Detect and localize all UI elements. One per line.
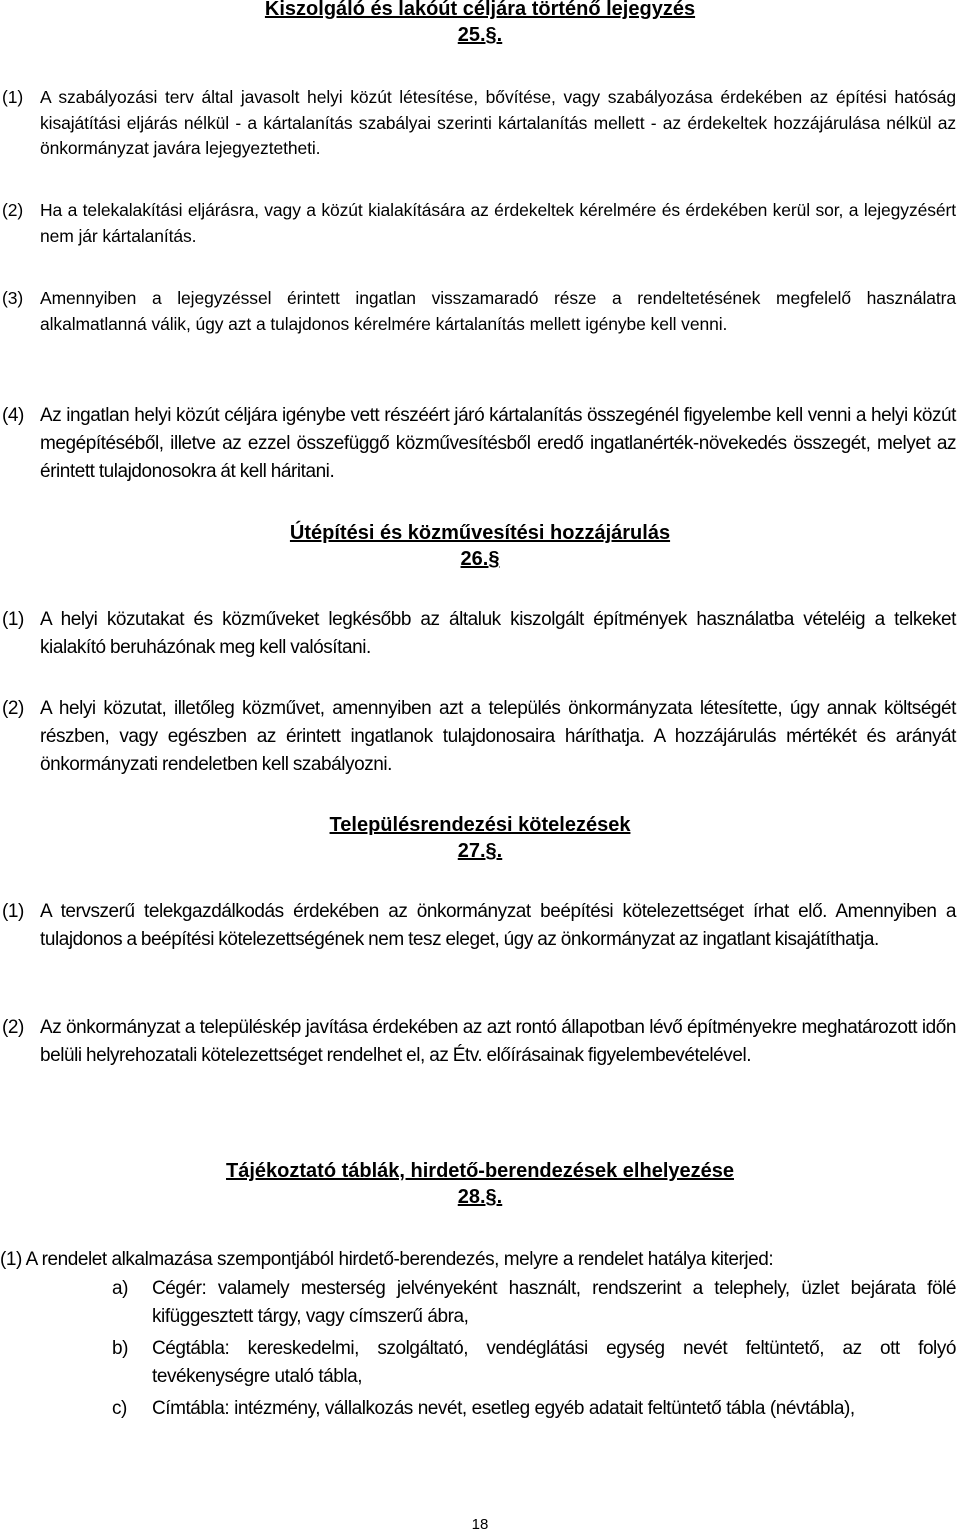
- paragraph-text: A helyi közutakat és közműveket legkésőbb az általuk kiszolgált építmények használatba vételéig a telkeket kialakító beruházónak meg kell valósítani.: [40, 609, 956, 658]
- list-item-label: a): [112, 1278, 128, 1299]
- list-item-text: Cégér: valamely mesterség jelvényeként használt, rendszerint a telephely, üzlet bejárata fölé kifüggesztett tárgy, vagy címszerű ábra,: [152, 1278, 956, 1327]
- paragraph-number: (2): [2, 200, 24, 220]
- section-heading-25: [0, 0, 960, 48]
- paragraph-number: (4): [2, 405, 24, 426]
- paragraph-26-2: [2, 695, 956, 779]
- paragraph-number: (1): [2, 609, 24, 630]
- paragraph-text: A szabályozási terv által javasolt helyi közút létesítése, bővítése, vagy szabályozása érdekében az építési hatóság kisajátítási eljárás nélkül - a kártalanítás szabályai szerinti kártalanítás mellett - az érdekeltek hozzájárulása nélkül az önkormányzat javára lejegyeztetheti.: [40, 87, 956, 158]
- paragraph-27-1: [2, 898, 956, 954]
- paragraph-number: (2): [2, 1017, 24, 1038]
- paragraph-text: Az ingatlan helyi közút céljára igénybe vett részéért járó kártalanítás összegénél figyelembe kell venni a helyi közút megépítéséből, illetve az ezzel összefüggő közművesítésből eredő ingatlanérték-növekedés összegét, melyet az érintett tulajdonosokra át kell háritani.: [40, 405, 956, 482]
- list-item-text: Címtábla: intézmény, vállalkozás nevét, esetleg egyéb adatait feltüntető tábla (névtábla),: [152, 1398, 855, 1419]
- paragraph-26-1: [2, 606, 956, 662]
- paragraph-text: A helyi közutat, illetőleg közművet, amennyiben azt a település önkormányzata létesítette, úgy annak költségét részben, vagy egészben az érintett ingatlanok tulajdonosaira háríthatja. A hozzájárulás mértékét és arányát önkormányzati rendeletben kell szabályozni.: [40, 698, 956, 775]
- list-item: [112, 1395, 956, 1423]
- paragraph-25-3: [2, 286, 956, 337]
- section-number: 27.§.: [457, 840, 503, 862]
- page-number: 18: [471, 1516, 489, 1533]
- paragraph-25-4: [2, 402, 956, 486]
- list-item: [112, 1335, 956, 1391]
- list-item-text: Cégtábla: kereskedelmi, szolgáltató, vendéglátási egység nevét feltüntető, az ott folyó tevékenységre utaló tábla,: [152, 1338, 956, 1387]
- section-title: Tájékoztató táblák, hirdető-berendezések elhelyezése: [226, 1160, 734, 1182]
- paragraph-number: (3): [2, 288, 24, 308]
- section-28-intro: (1) A rendelet alkalmazása szempontjából hirdető-berendezés, melyre a rendelet hatálya kiterjed:: [0, 1249, 774, 1270]
- paragraph-25-1: [2, 85, 956, 162]
- section-title: Településrendezési kötelezések: [329, 814, 631, 836]
- list-item: [112, 1275, 956, 1331]
- paragraph-number: (2): [2, 698, 24, 719]
- section-number: 26.§: [460, 548, 500, 570]
- section-number: 25.§.: [457, 24, 503, 46]
- paragraph-25-2: [2, 198, 956, 249]
- paragraph-text: A tervszerű telekgazdálkodás érdekében az önkormányzat beépítési kötelezettséget írhat elő. Amennyiben a tulajdonos a beépítési kötelezettségének nem tesz eleget, úgy az önkormányzat az ingatlant kisajátíthatja.: [40, 901, 956, 950]
- section-title: Útépítési és közművesítési hozzájárulás: [289, 522, 671, 544]
- section-number: 28.§.: [457, 1186, 503, 1208]
- paragraph-number: (1): [2, 87, 24, 107]
- paragraph-text: Ha a telekalakítási eljárásra, vagy a közút kialakítására az érdekeltek kérelmére és érdekében kerül sor, a lejegyzésért nem jár kártalanítás.: [40, 200, 956, 246]
- section-heading-26: [0, 520, 960, 572]
- paragraph-text: Amennyiben a lejegyzéssel érintett ingatlan visszamaradó része a rendeltetésének megfelelő használatra alkalmatlanná válik, úgy azt a tulajdonos kérelmére kártalanítás mellett igénybe kell venni.: [40, 288, 956, 334]
- paragraph-text: Az önkormányzat a településkép javítása érdekében az azt rontó állapotban lévő építményekre meghatározott időn belüli helyrehozatali kötelezettséget rendelhet el, az Étv. előírásainak figyelembevételével.: [40, 1017, 956, 1066]
- paragraph-number: (1): [2, 901, 24, 922]
- section-heading-27: [0, 812, 960, 864]
- list-item-label: b): [112, 1338, 128, 1359]
- section-title: Kiszolgáló és lakóút céljára történő lejegyzés: [264, 0, 696, 20]
- section-heading-28: [0, 1158, 960, 1210]
- definition-list: [112, 1275, 956, 1427]
- paragraph-27-2: [2, 1014, 956, 1070]
- list-item-label: c): [112, 1398, 127, 1419]
